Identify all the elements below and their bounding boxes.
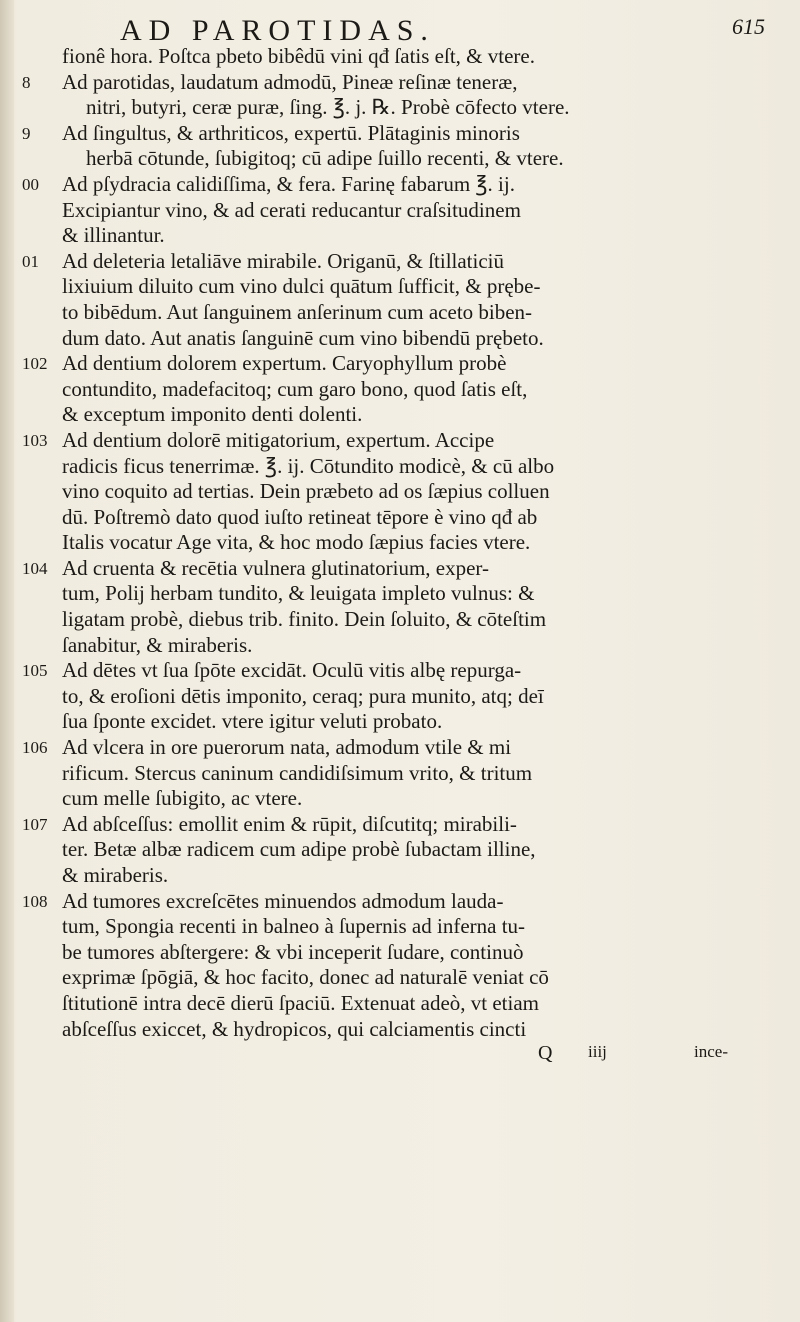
body-text xyxy=(0,44,800,1068)
recipe-number: 102 xyxy=(22,354,48,374)
recipe-number: 8 xyxy=(22,72,31,92)
text-line xyxy=(0,889,800,915)
line-text: ſanabitur, & miraberis. xyxy=(62,632,253,657)
folio-mark: iiij xyxy=(588,1042,607,1062)
text-line xyxy=(0,863,800,889)
recipe-number: 107 xyxy=(22,814,48,834)
text-line xyxy=(0,684,800,710)
text-line xyxy=(0,198,800,224)
text-line xyxy=(0,479,800,505)
line-text: tum, Polij herbam tundito, & leuigata impleto vulnus: & xyxy=(62,581,535,606)
text-line xyxy=(0,709,800,735)
text-line xyxy=(0,940,800,966)
line-text: herbā cōtunde, ſubigitoq; cū adipe ſuillo recenti, & vtere. xyxy=(86,146,564,171)
text-line xyxy=(0,223,800,249)
line-text: dum dato. Aut anatis ſanguinē cum vino bibendū prębeto. xyxy=(62,325,544,350)
page-number: 615 xyxy=(732,14,765,39)
recipe-number: 103 xyxy=(22,430,48,450)
text-line xyxy=(0,965,800,991)
line-text: Ad dētes vt ſua ſpōte excidāt. Oculū vitis albę repurga- xyxy=(62,658,522,683)
text-line xyxy=(0,786,800,812)
line-text: Ad ſingultus, & arthriticos, expertū. Plātaginis minoris xyxy=(62,120,520,145)
line-text: fionê hora. Poſtca pbeto bibêdū vini qđ ſatis eſt, & vtere. xyxy=(62,44,535,68)
text-line xyxy=(0,735,800,761)
line-text: be tumores abſtergere: & vbi inceperit ſudare, continuò xyxy=(62,939,524,964)
line-text: ligatam probè, diebus trib. finito. Dein ſoluito, & cōteſtim xyxy=(62,607,547,632)
line-text: Ad dentium dolorē mitigatorium, expertum. Accipe xyxy=(62,427,495,452)
line-text: cum melle ſubigito, ac vtere. xyxy=(62,786,303,811)
line-text: & illinantur. xyxy=(62,223,165,248)
line-text: ſua ſponte excidet. vtere igitur veluti probato. xyxy=(62,709,443,734)
text-line xyxy=(0,402,800,428)
line-text: dū. Poſtremò dato quod iuſto retineat tēpore è vino qđ ab xyxy=(62,504,538,529)
text-line xyxy=(0,581,800,607)
line-text: Ad abſceſſus: emollit enim & rūpit, diſcutitq; mirabili- xyxy=(62,811,517,836)
line-text: to bibēdum. Aut ſanguinem anſerinum cum aceto biben- xyxy=(62,299,533,324)
line-text: ſtitutionē intra decē dierū ſpaciū. Extenuat adeò, vt etiam xyxy=(62,990,539,1015)
text-line xyxy=(0,454,800,480)
text-line xyxy=(0,991,800,1017)
text-line xyxy=(0,249,800,275)
text-line xyxy=(0,121,800,147)
line-text: tum, Spongia recenti in balneo à ſupernis ad inferna tu- xyxy=(62,914,526,939)
line-text: contundito, madefacitoq; cum garo bono, quod ſatis eſt, xyxy=(62,376,528,401)
text-line xyxy=(0,300,800,326)
line-text: exprimæ ſpōgiā, & hoc facito, donec ad naturalē veniat cō xyxy=(62,965,549,990)
line-text: radicis ficus tenerrimæ. ℥. ij. Cōtundito modicè, & cū albo xyxy=(62,453,555,478)
line-text: to, & eroſioni dētis imponito, ceraq; pura munito, atq; deī xyxy=(62,683,544,708)
recipe-number: 108 xyxy=(22,891,48,911)
recipe-number: 106 xyxy=(22,738,48,758)
catchword: ince- xyxy=(694,1042,728,1062)
text-line xyxy=(0,505,800,531)
running-title: AD PAROTIDAS. xyxy=(120,14,435,47)
text-line xyxy=(0,377,800,403)
text-line xyxy=(0,95,800,121)
text-line xyxy=(0,633,800,659)
line-text: Italis vocatur Age vita, & hoc modo ſæpius facies vtere. xyxy=(62,530,531,555)
text-line xyxy=(0,70,800,96)
recipe-number: 01 xyxy=(22,251,39,271)
line-text: Ad pſydracia calidiſſima, & fera. Farinę fabarum ℥. ij. xyxy=(62,171,515,196)
text-line xyxy=(0,658,800,684)
line-text: ter. Betæ albæ radicem cum adipe probè ſubactam illine, xyxy=(62,837,536,862)
text-line xyxy=(0,556,800,582)
line-text: Ad deleteria letaliāve mirabile. Origanū, & ſtillaticiū xyxy=(62,248,505,273)
line-text: vino coquito ad tertias. Dein præbeto ad os ſæpius colluen xyxy=(62,479,550,504)
signature-mark: Q xyxy=(538,1042,553,1065)
text-line xyxy=(0,146,800,172)
text-line xyxy=(0,428,800,454)
text-line xyxy=(0,530,800,556)
recipe-number: 9 xyxy=(22,123,31,143)
text-line xyxy=(0,172,800,198)
recipe-number: 105 xyxy=(22,661,48,681)
page-header xyxy=(0,4,800,47)
line-text: lixiuium diluito cum vino dulci quātum ſufficit, & prębe- xyxy=(62,274,541,299)
text-line xyxy=(0,812,800,838)
line-text: abſceſſus exiccet, & hydropicos, qui calciamentis cincti xyxy=(62,1016,527,1041)
recipe-number: 104 xyxy=(22,558,48,578)
text-line xyxy=(0,1017,800,1043)
text-line xyxy=(0,837,800,863)
line-text: Ad vlcera in ore puerorum nata, admodum vtile & mi xyxy=(62,735,512,760)
recipe-number: 00 xyxy=(22,174,39,194)
line-text: Excipiantur vino, & ad cerati reducantur craſsitudinem xyxy=(62,197,521,222)
line-text: rificum. Stercus caninum candidiſsimum vrito, & tritum xyxy=(62,760,533,785)
text-line xyxy=(0,351,800,377)
text-line xyxy=(0,914,800,940)
text-line xyxy=(0,274,800,300)
line-text: Ad parotidas, laudatum admodū, Pineæ reſinæ teneræ, xyxy=(62,69,518,94)
text-line xyxy=(0,607,800,633)
line-text: & miraberis. xyxy=(62,863,169,887)
line-text: nitri, butyri, ceræ puræ, ſing. ℥. j. ℞. Probè cōfecto vtere. xyxy=(86,95,570,120)
text-line xyxy=(0,44,800,70)
text-line xyxy=(0,761,800,787)
line-text: Ad tumores excreſcētes minuendos admodum lauda- xyxy=(62,888,504,913)
line-text: Ad cruenta & recētia vulnera glutinatorium, exper- xyxy=(62,555,489,580)
line-text: Ad dentium dolorem expertum. Caryophyllum probè xyxy=(62,351,507,376)
signature-line xyxy=(0,1042,800,1068)
text-line xyxy=(0,326,800,352)
line-text: & exceptum imponito denti dolenti. xyxy=(62,402,363,427)
